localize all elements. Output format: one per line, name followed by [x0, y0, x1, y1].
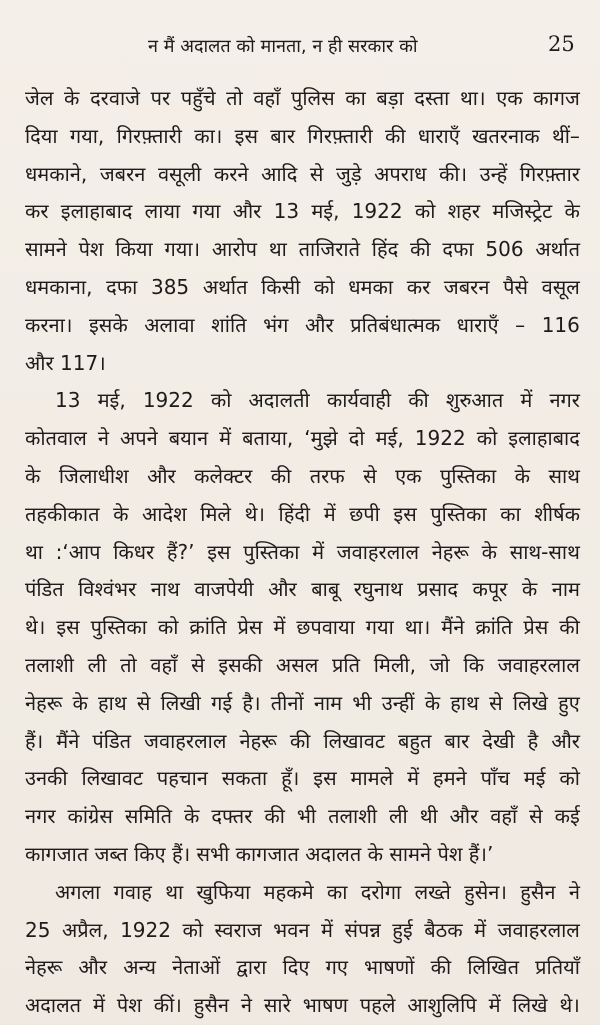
- text-line: थे। इस पुस्तिका को क्रांति प्रेस में छपवाया गया था। मैंने क्रांति प्रेस की: [25, 615, 580, 640]
- text-line: 13 मई, 1922 को अदालती कार्यवाही की शुरुआत में नगर: [55, 388, 580, 413]
- text-line: तहकीकात के आदेश मिले थे। हिंदी में छपी इस पुस्तिका का शीर्षक: [25, 501, 580, 526]
- text-line: नेहरू और अन्य नेताओं द्वारा दिए गए भाषणों की लिखित प्रतियाँ: [25, 955, 580, 980]
- text-line: अगला गवाह था खुफिया महकमे का दरोगा लख्ते हुसेन। हुसैन ने: [55, 879, 580, 904]
- text-line: धमकाना, दफा 385 अर्थात किसी को धमका कर जबरन पैसे वसूल: [25, 274, 580, 299]
- text-line: अदालत में पेश कीं। हुसैन ने सारे भाषण पहले आशुलिपि में लिखे थे।: [25, 993, 580, 1018]
- text-line: कोतवाल ने अपने बयान में बताया, ‘मुझे दो मई, 1922 को इलाहाबाद: [25, 426, 580, 451]
- text-line: तलाशी ली तो वहाँ से इसकी असल प्रति मिली, जो कि जवाहरलाल: [25, 652, 580, 677]
- page-header: [0, 34, 600, 64]
- text-line: के जिलाधीश और कलेक्टर की तरफ से एक पुस्तिका के साथ: [25, 463, 580, 488]
- text-line: हैं। मैंने पंडित जवाहरलाल नेहरू की लिखावट बहुत बार देखी है और: [25, 728, 580, 753]
- page-number: 25: [548, 32, 575, 56]
- running-head: न मैं अदालत को मानता, न ही सरकार को: [148, 36, 418, 57]
- text-line: करना। इसके अलावा शांति भंग और प्रतिबंधात्मक धाराएँ – 116: [25, 312, 580, 337]
- text-line: सामने पेश किया गया। आरोप था ताजिराते हिंद की दफा 506 अर्थात: [25, 237, 580, 262]
- text-line: और 117।: [25, 350, 106, 375]
- text-line: कागजात जब्त किए हैं। सभी कागजात अदालत के सामने पेश हैं।’: [25, 841, 494, 866]
- text-line: 25 अप्रैल, 1922 को स्वराज भवन में संपन्न हुई बैठक में जवाहरलाल: [25, 917, 580, 942]
- text-line: पंडित विश्वंभर नाथ वाजपेयी और बाबू रघुनाथ प्रसाद कपूर के नाम: [25, 577, 580, 602]
- text-line: कर इलाहाबाद लाया गया और 13 मई, 1922 को शहर मजिस्ट्रेट के: [25, 199, 580, 224]
- text-line: धमकाने, जबरन वसूली करने आदि से जुड़े अपराध की। उन्हें गिरफ़्तार: [25, 161, 580, 186]
- text-line: नगर कांग्रेस समिति के दफ्तर की भी तलाशी ली थी और वहाँ से कई: [25, 804, 580, 829]
- text-line: दिया गया, गिरफ़्तारी का। इस बार गिरफ़्तारी की धाराएँ खतरनाक थीं–: [25, 123, 580, 148]
- text-line: नेहरू के हाथ से लिखी गई है। तीनों नाम भी उन्हीं के हाथ से लिखे हुए: [25, 690, 580, 715]
- text-line: उनकी लिखावट पहचान सकता हूँ। इस मामले में हमने पाँच मई को: [25, 766, 580, 791]
- text-line: जेल के दरवाजे पर पहुँचे तो वहाँ पुलिस का बड़ा दस्ता था। एक कागज: [25, 86, 580, 110]
- body-text: [25, 80, 580, 1025]
- text-line: था :‘आप किधर हैं?’ इस पुस्तिका में जवाहरलाल नेहरू के साथ-साथ: [25, 539, 580, 564]
